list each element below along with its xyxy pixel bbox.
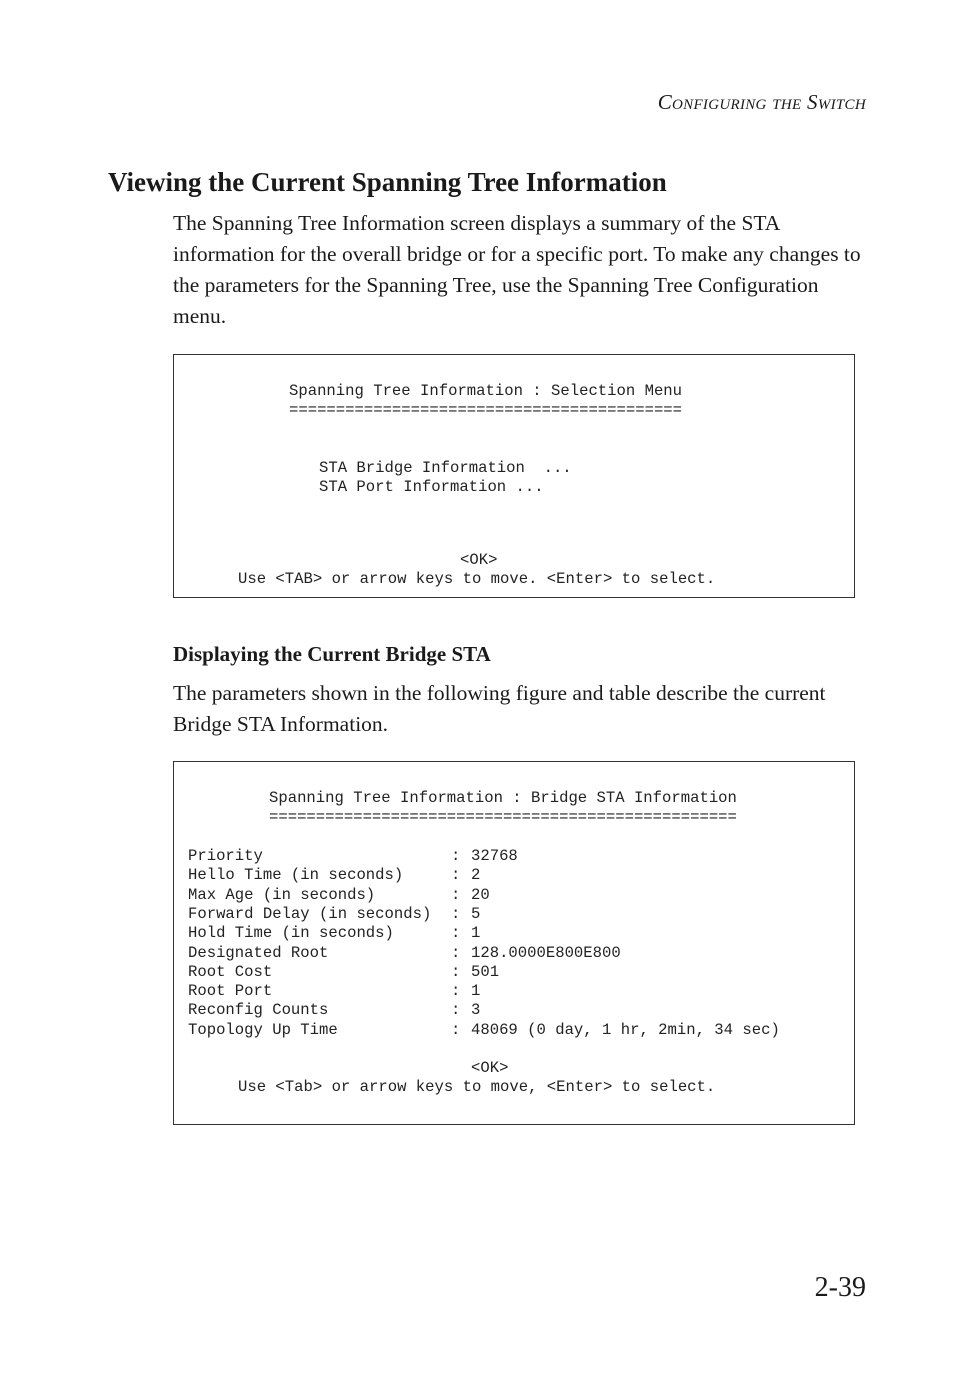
row-value: 20 bbox=[471, 885, 490, 904]
row-label: Max Age (in seconds) bbox=[188, 885, 376, 904]
table-row bbox=[174, 1001, 854, 1020]
row-separator: : bbox=[451, 924, 461, 943]
bridge-screen-title: Spanning Tree Information : Bridge STA Information bbox=[269, 789, 737, 807]
table-row bbox=[174, 963, 854, 982]
section-intro: The Spanning Tree Information screen displays a summary of the STA information for the overall bridge or for a specific port. To make any changes to the parameters for the Spanning Tree, use the Spanning Tree Configuration menu. bbox=[173, 211, 861, 328]
bridge-screen-underline: ================================================== bbox=[269, 808, 737, 826]
subsection-heading: Displaying the Current Bridge STA bbox=[173, 642, 491, 666]
row-label: Reconfig Counts bbox=[188, 1001, 329, 1020]
row-value: 3 bbox=[471, 1001, 481, 1020]
row-separator: : bbox=[451, 904, 461, 923]
row-separator: : bbox=[451, 943, 461, 962]
row-value: 501 bbox=[471, 962, 500, 981]
table-row bbox=[174, 982, 854, 1001]
bridge-sta-screen bbox=[173, 761, 855, 1125]
row-label: Topology Up Time bbox=[188, 1020, 338, 1039]
row-label: Priority bbox=[188, 847, 263, 865]
table-row bbox=[174, 924, 854, 943]
menu-screen-title: Spanning Tree Information : Selection Menu bbox=[289, 382, 683, 400]
row-label: Hello Time (in seconds) bbox=[188, 866, 404, 885]
bridge-info-rows bbox=[174, 847, 854, 1040]
table-row bbox=[174, 886, 854, 905]
row-separator: : bbox=[451, 982, 461, 1001]
bridge-screen-footer: Use <Tab> or arrow keys to move, <Enter> to select. bbox=[238, 1078, 716, 1096]
row-value: 48069 (0 day, 1 hr, 2min, 34 sec) bbox=[471, 1020, 780, 1039]
selection-menu-screen bbox=[173, 354, 855, 598]
page-number: 2-39 bbox=[814, 1272, 866, 1303]
row-label: Forward Delay (in seconds) bbox=[188, 904, 432, 923]
table-row bbox=[174, 944, 854, 963]
menu-screen-underline: ========================================== bbox=[289, 401, 683, 419]
row-separator: : bbox=[451, 1001, 461, 1020]
subsection-intro: The parameters shown in the following figure and table describe the current Bridge STA Information. bbox=[173, 681, 826, 736]
row-separator: : bbox=[451, 1020, 461, 1039]
menu-screen-footer: Use <TAB> or arrow keys to move. <Enter> to select. bbox=[238, 570, 716, 588]
row-separator: : bbox=[451, 866, 461, 885]
row-label: Root Cost bbox=[188, 962, 273, 981]
row-value: 128.0000E800E800 bbox=[471, 943, 621, 962]
table-row bbox=[174, 866, 854, 885]
running-header: Configuring the Switch bbox=[657, 90, 866, 114]
table-row bbox=[174, 905, 854, 924]
row-value: 1 bbox=[471, 982, 481, 1001]
row-label: Root Port bbox=[188, 982, 273, 1001]
bridge-ok-button[interactable]: <OK> bbox=[471, 1059, 509, 1077]
row-value: 5 bbox=[471, 904, 481, 923]
row-separator: : bbox=[451, 885, 461, 904]
table-row bbox=[174, 1021, 854, 1040]
row-label: Designated Root bbox=[188, 943, 329, 962]
table-row bbox=[174, 847, 854, 866]
menu-item-sta-bridge-information[interactable]: STA Bridge Information ... bbox=[319, 459, 572, 477]
row-label: Hold Time (in seconds) bbox=[188, 924, 394, 943]
row-separator: : bbox=[451, 847, 461, 865]
row-value: 2 bbox=[471, 866, 481, 885]
row-separator: : bbox=[451, 962, 461, 981]
menu-ok-button[interactable]: <OK> bbox=[460, 551, 498, 569]
section-heading: Viewing the Current Spanning Tree Information bbox=[108, 167, 667, 197]
row-value: 1 bbox=[471, 924, 481, 943]
row-value: 32768 bbox=[471, 847, 518, 865]
menu-item-sta-port-information[interactable]: STA Port Information ... bbox=[319, 478, 544, 496]
